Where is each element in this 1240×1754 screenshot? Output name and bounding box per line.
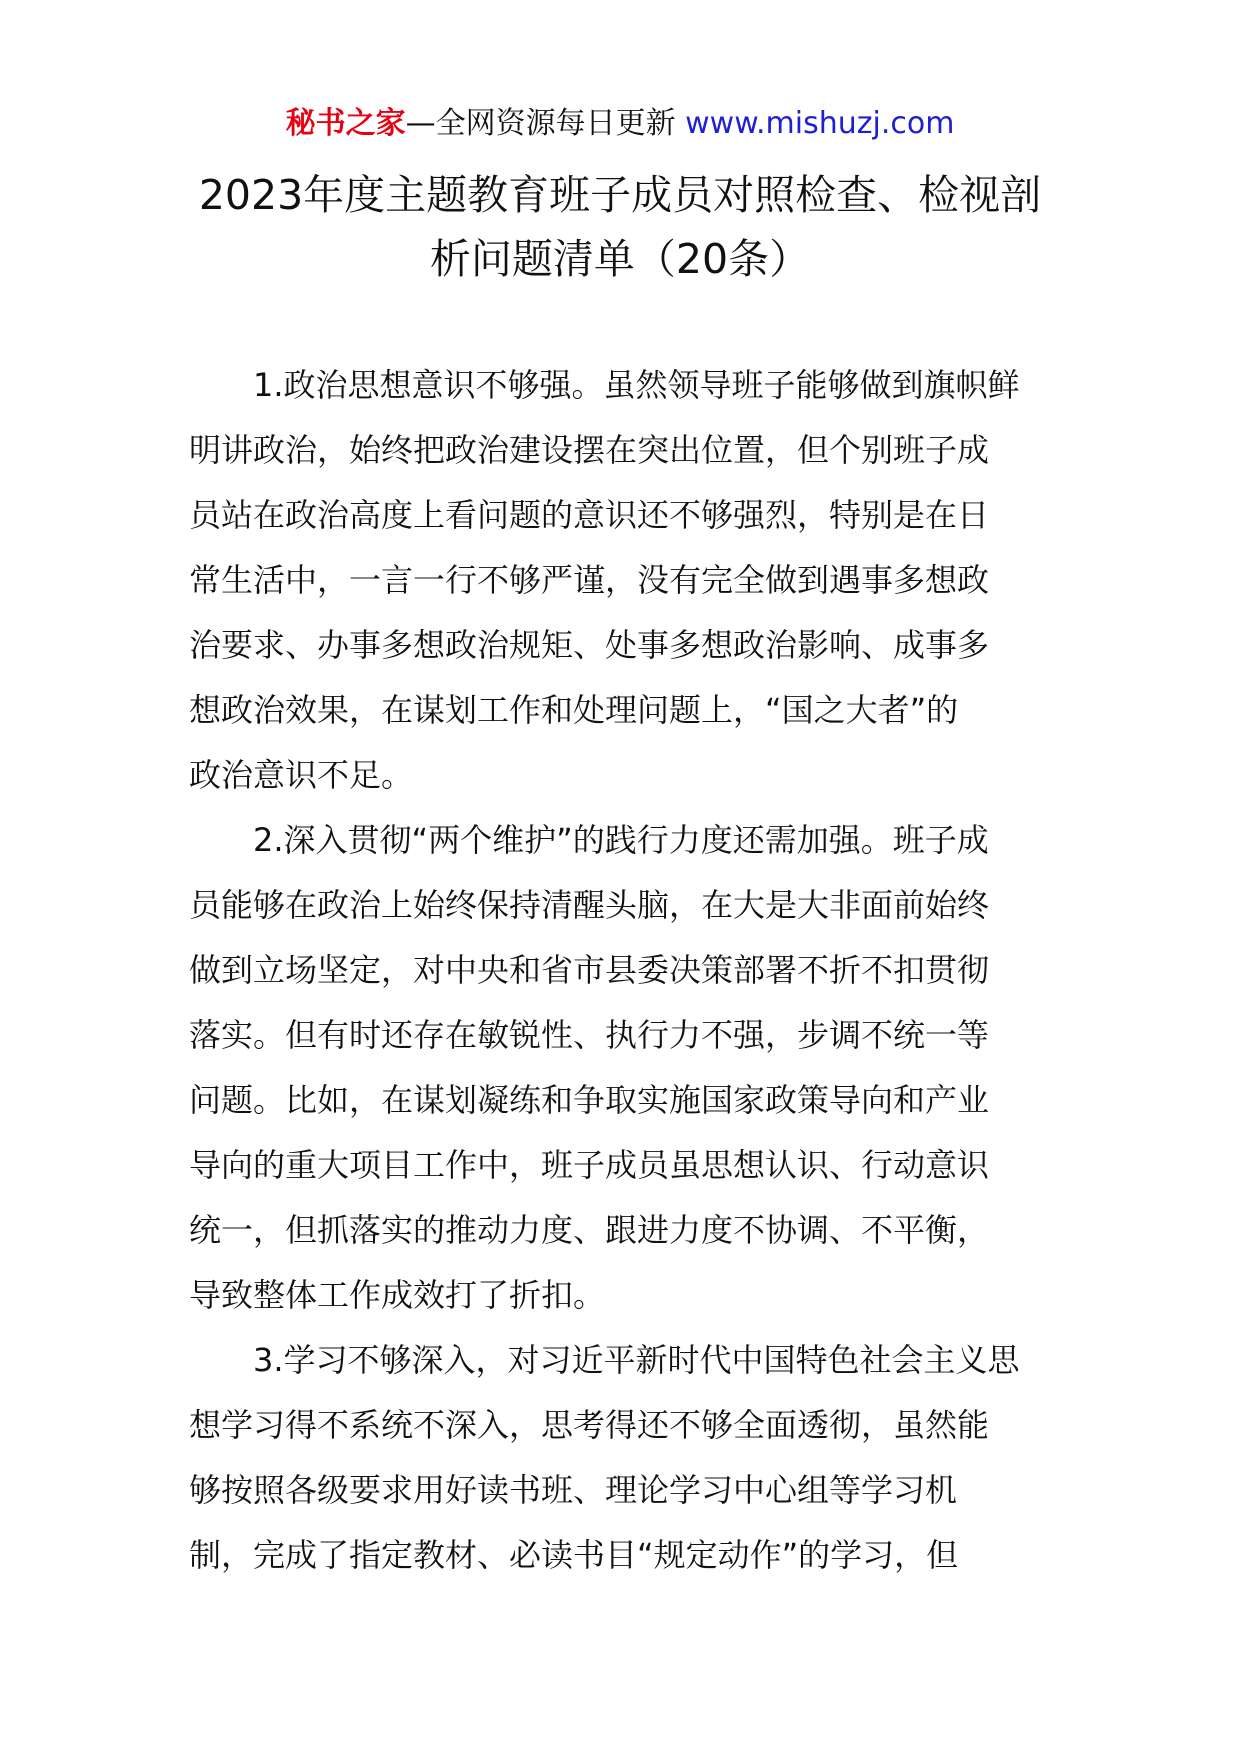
site-tagline: —全网资源每日更新 [405, 106, 676, 141]
body-line: 够按照各级要求用好读书班、理论学习中心组等学习机 [189, 1471, 958, 1509]
document-body [189, 353, 1049, 1588]
brand-name: 秘书之家 [285, 106, 406, 141]
site-url-link[interactable]: www.mishuzj.com [685, 106, 955, 141]
body-line: 3.学习不够深入，对习近平新时代中国特色社会主义思 [253, 1341, 1020, 1379]
body-line: 制，完成了指定教材、必读书目“规定动作”的学习，但 [189, 1536, 959, 1574]
title-line-2: 析问题清单（20条） [429, 235, 811, 283]
body-line: 常生活中，一言一行不够严谨，没有完全做到遇事多想政 [189, 561, 990, 599]
body-line: 问题。比如，在谋划凝练和争取实施国家政策导向和产业 [189, 1081, 990, 1119]
body-line: 治要求、办事多想政治规矩、处事多想政治影响、成事多 [189, 626, 990, 664]
body-line: 导向的重大项目工作中，班子成员虽思想认识、行动意识 [189, 1146, 990, 1184]
body-line: 想学习得不系统不深入，思考得还不够全面透彻，虽然能 [189, 1406, 990, 1444]
body-line: 员站在政治高度上看问题的意识还不够强烈，特别是在日 [189, 496, 990, 534]
body-line: 政治意识不足。 [189, 756, 414, 794]
title-line-1: 2023年度主题教育班子成员对照检查、检视剖 [198, 171, 1042, 219]
body-line: 想政治效果，在谋划工作和处理问题上，“国之大者”的 [189, 691, 959, 729]
body-line: 2.深入贯彻“两个维护”的践行力度还需加强。班子成 [253, 821, 989, 859]
body-line: 明讲政治，始终把政治建设摆在突出位置，但个别班子成 [189, 431, 990, 469]
body-line: 做到立场坚定，对中央和省市县委决策部署不折不扣贯彻 [189, 951, 990, 989]
body-line: 1.政治思想意识不够强。虽然领导班子能够做到旗帜鲜 [253, 366, 1020, 404]
body-line: 落实。但有时还存在敏锐性、执行力不强，步调不统一等 [189, 1016, 990, 1054]
body-line: 统一，但抓落实的推动力度、跟进力度不协调、不平衡， [189, 1211, 990, 1249]
site-header [0, 98, 1240, 150]
document-title [160, 163, 1080, 291]
body-line: 导致整体工作成效打了折扣。 [189, 1276, 606, 1314]
body-line: 员能够在政治上始终保持清醒头脑，在大是大非面前始终 [189, 886, 990, 924]
